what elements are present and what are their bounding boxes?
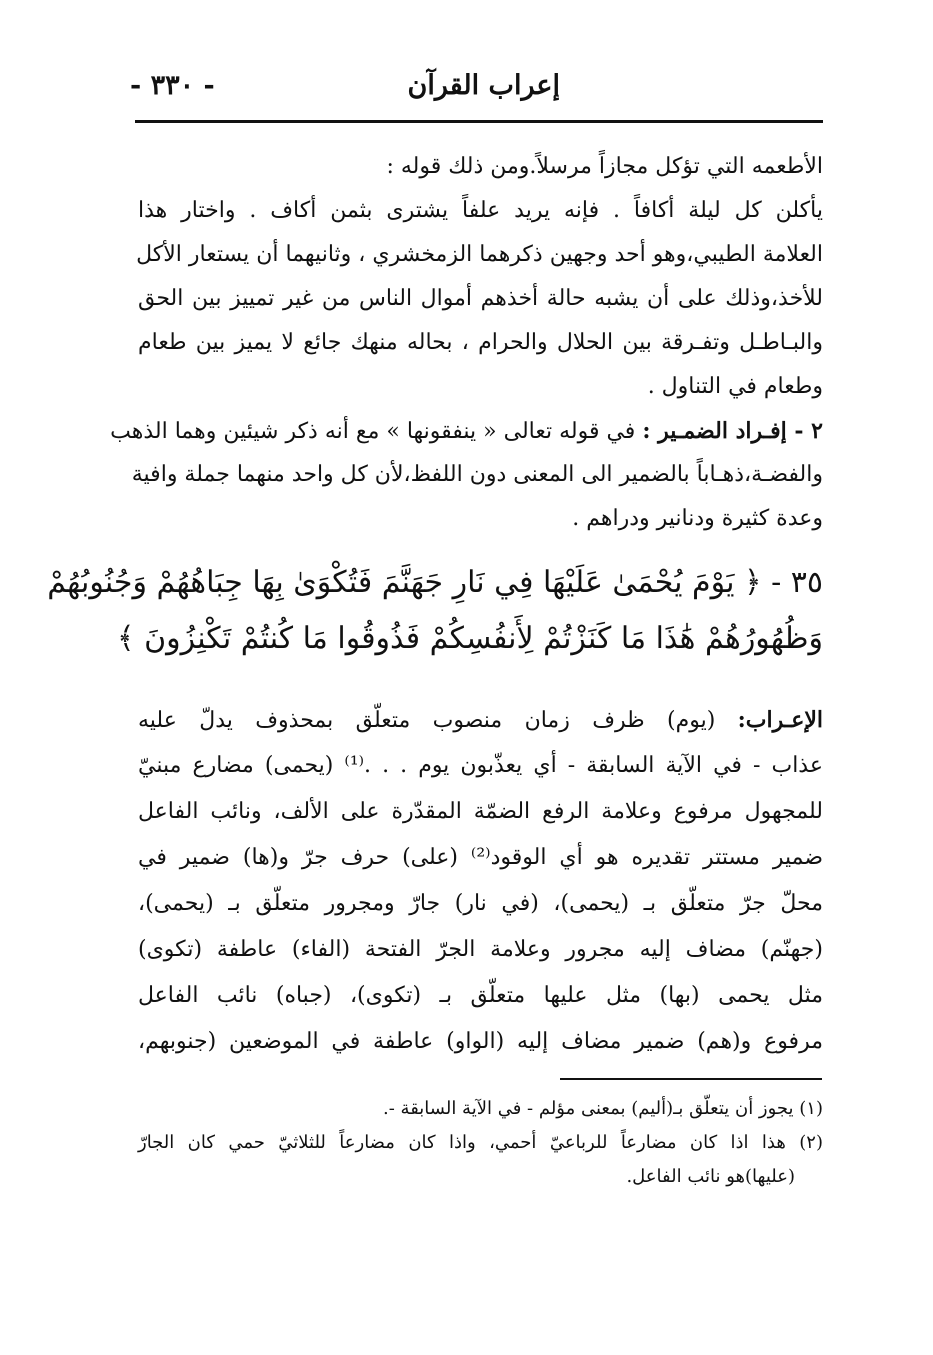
point-2-heading: ٢ - إفـراد الضمـير :: [642, 418, 823, 444]
text-line: للمجهول مرفوع وعلامة الرفع الضمّة المقدّرة على الألف، ونائب الفاعل: [138, 799, 823, 824]
footnote-2: (٢) هذا اذا كان مضارعاً للرباعيّ أحمي، واذا كان مضارعاً للثلاثيّ حمي كان الجارّ: [138, 1132, 823, 1153]
irab-heading: الإعـراب:: [737, 707, 823, 733]
verse-line: ٣٥ - ﴿ يَوْمَ يُحْمَىٰ عَلَيْهَا فِي نَارِ جَهَنَّمَ فَتُكْوَىٰ بِهَا جِبَاهُهُمْ وَجُنُوبُهُمْ: [47, 565, 823, 600]
intro-paragraph: [138, 145, 823, 409]
footnotes: [138, 1092, 823, 1194]
point-2-first-line: في قوله تعالى « ينفقونها » مع أنه ذكر شيئين وهما الذهب: [110, 419, 636, 444]
text-line: والبـاطـل وتفـرقة بين الحلال والحرام ، بحاله منهك جائع لا يميز بين طعام: [138, 330, 823, 355]
text-line: مرفوع و(هم) ضمير مضاف إليه (الواو) عاطفة في الموضعين (جنوبهم،: [138, 1029, 823, 1054]
text-line: يأكلن كل ليلة أكافاً . فإنه يريد علفاً يشترى بثمن أكاف . واختار هذا: [138, 198, 823, 223]
text-line: الأطعمه التي تؤكل مجازاً مرسلاً.ومن ذلك قوله :: [386, 154, 823, 179]
header-divider: [135, 120, 823, 123]
irab-first-line: (يوم) ظرف زمان منصوب متعلّق بمحذوف يدلّ عليه: [138, 708, 716, 733]
text-line: (جهنّم) مضاف إليه مجرور وعلامة الجرّ الفتحة (الفاء) عاطفة (تكوى): [138, 937, 823, 962]
verse-line: وَظُهُورُهُمْ هَٰذَا مَا كَنَزْتُمْ لِأَنفُسِكُمْ فَذُوقُوا مَا كُنتُمْ تَكْنِزُونَ ﴾: [117, 621, 823, 656]
text-line: العلامة الطيبي،وهو أحد وجهين ذكرهما الزمخشري ، وثانيهما أن يستعار الأكل: [136, 242, 823, 267]
text-line: عذاب - في الآية السابقة - أي يعذّبون يوم . . .⁽¹⁾ (يحمى) مضارع مبنيّ: [138, 753, 823, 778]
text-line: وعدة كثيرة ودنانير ودراهم .: [572, 506, 823, 531]
running-title: إعراب القرآن: [407, 70, 560, 101]
quran-verse: [47, 555, 823, 667]
text-line: [138, 697, 823, 743]
text-line: محلّ جرّ متعلّق بـ (يحمى)، (في نار) جارّ ومجرور متعلّق بـ (يحمى)،: [138, 891, 823, 916]
footnote-divider: [560, 1078, 822, 1080]
text-line: والفضـة،ذهـاباً بالضمير الى المعنى دون اللفظ،لأن كل واحد منهما جملة وافية: [131, 462, 823, 487]
irab-section: [138, 697, 823, 1065]
footnote-1: (١) يجوز أن يتعلّق بـ(أليم) بمعنى مؤلم - في الآية السابقة -.: [383, 1098, 823, 1119]
text-line: للأخذ،وذلك على أن يشبه حالة أخذهم أموال الناس من غير تمييز بين الحق: [138, 286, 823, 311]
point-2-paragraph: [110, 409, 823, 541]
text-line: مثل يحمى (بها) مثل عليها متعلّق بـ (تكوى)، (جباه) نائب الفاعل: [138, 983, 823, 1008]
text-line: ضمير مستتر تقديره هو أي الوقود⁽²⁾ (على) حرف جرّ و(ها) ضمير في: [138, 845, 823, 870]
page-number: - ٣٣٠ -: [130, 70, 215, 101]
footnote-2-continued: (عليها)هو نائب الفاعل.: [626, 1166, 795, 1187]
text-line: [110, 409, 823, 453]
text-line: وطعام في التناول .: [647, 374, 823, 399]
page-header: [130, 70, 830, 118]
